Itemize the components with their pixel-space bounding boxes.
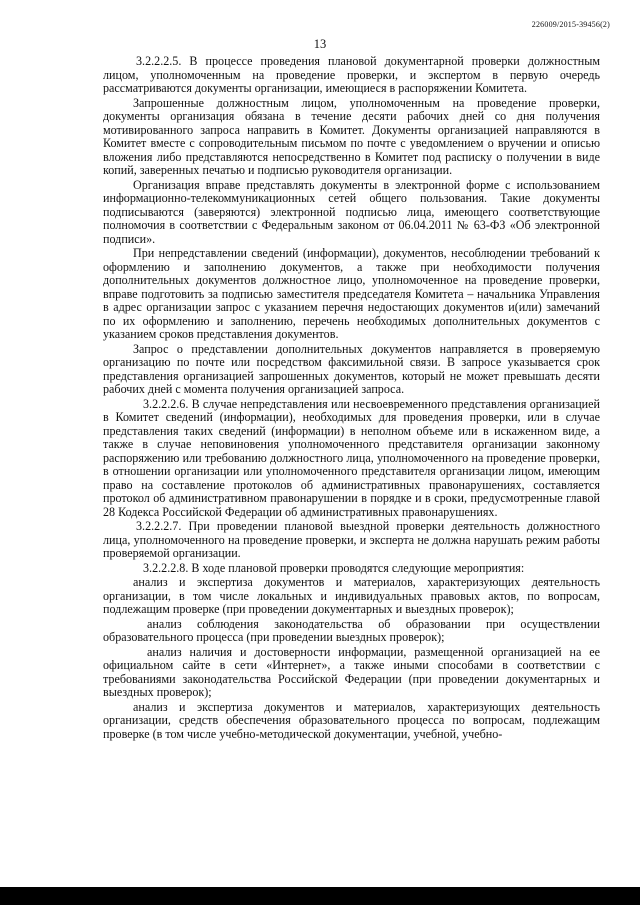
paragraph-requested-documents: Запрошенные должностным лицом, уполномоченным на проведение проверки, документы организация обязана в течение десяти рабочих дней со дня получения мотивированного запроса направить в Комитет. Документы организацией направляются в Комитет вместе с сопроводительным письмом по почте с уведомлением о вручении и описью вложения либо представляются непосредственно в Комитет под расписку о получении в виде копий, заверенных печатью и подписью руководителя организации. <box>103 95 600 177</box>
paragraph-3-2-2-2-6: 3.2.2.2.6. В случае непредставления или несвоевременного представления организацией в Комитет сведений (информации), необходимых для проведения проверки, или в случае представления таких сведений (информации) в неполном объеме или в искаженном виде, а также в случае неповиновения уполномоченного представителя организации законному распоряжению или требованию должностного лица, уполномоченного на проведение проверки, в отношении организации или уполномоченного представителя организации лицом, имеющим право на составление протоколов об административных правонарушениях, составляется протокол об административном правонарушении в порядке и в сроки, предусмотренные главой 28 Кодекса Российской Федерации об административных правонарушениях. <box>103 396 600 519</box>
list-item-legislation-compliance: анализ соблюдения законодательства об образовании при осуществлении образовательного процесса (при проведении выездных проверок); <box>103 616 600 644</box>
document-id: 226009/2015-39456(2) <box>531 20 610 29</box>
paragraph-3-2-2-2-5: 3.2.2.2.5. В процессе проведения плановой документарной проверки должностным лицом, уполномоченным на проведение проверки, и экспертом в первую очередь рассматриваются документы организации, имеющиеся в распоряжении Комитета. <box>103 54 600 95</box>
paragraph-3-2-2-2-7: 3.2.2.2.7. При проведении плановой выездной проверки деятельность должностного лица, уполномоченного на проведение проверки, и эксперта не должна нарушать режим работы проверяемой организации. <box>103 519 600 560</box>
page-number: 13 <box>313 37 327 51</box>
list-item-educational-materials: анализ и экспертиза документов и материалов, характеризующих деятельность организации, средств обеспечения образовательного процесса по вопросам, подлежащим проверке (в том числе учебно-методической документации, учебной, учебно- <box>103 699 600 741</box>
scan-border <box>0 887 640 905</box>
list-item-document-analysis: анализ и экспертиза документов и материалов, характеризующих деятельность организации, в том числе локальных и индивидуальных правовых актов, по вопросам, подлежащим проверке (при проведении документарных и выездных проверок); <box>103 575 600 616</box>
document-body <box>103 55 600 742</box>
paragraph-3-2-2-2-8: 3.2.2.2.8. В ходе плановой проверки проводятся следующие мероприятия: <box>143 560 525 575</box>
paragraph-non-submission: При непредставлении сведений (информации), документов, несоблюдении требований к оформлению и заполнению документов, а также при необходимости получения дополнительных документов должностное лицо, уполномоченное на проведение проверки, вправе подготовить за подписью заместителя председателя Комитета – начальника Управления в адрес организации запрос с указанием перечня недостающих документов и(или) замечаний по их оформлению и заполнению, перечень необходимых дополнительных документов с указанием сроков представления документов. <box>103 246 600 341</box>
list-item-website-information: анализ наличия и достоверности информации, размещенной организацией на ее официальном сайте в сети «Интернет», а также иными способами в соответствии с требованиями законодательства Российской Федерации (при проведении документарных и выездных проверок); <box>103 644 600 699</box>
paragraph-additional-request: Запрос о представлении дополнительных документов направляется в проверяемую организацию по почте или посредством факсимильной связи. В запросе указывается срок представления организацией запрошенных документов, который не может превышать десяти рабочих дней с момента получения организацией запроса. <box>103 341 600 396</box>
paragraph-electronic-form: Организация вправе представлять документы в электронной форме с использованием информационно-телекоммуникационных сетей общего пользования. Такие документы подписываются (заверяются) электронной подписью лица, имеющего соответствующие полномочия в соответствии с Федеральным законом от 06.04.2011 № 63-ФЗ «Об электронной подписи». <box>103 177 600 246</box>
